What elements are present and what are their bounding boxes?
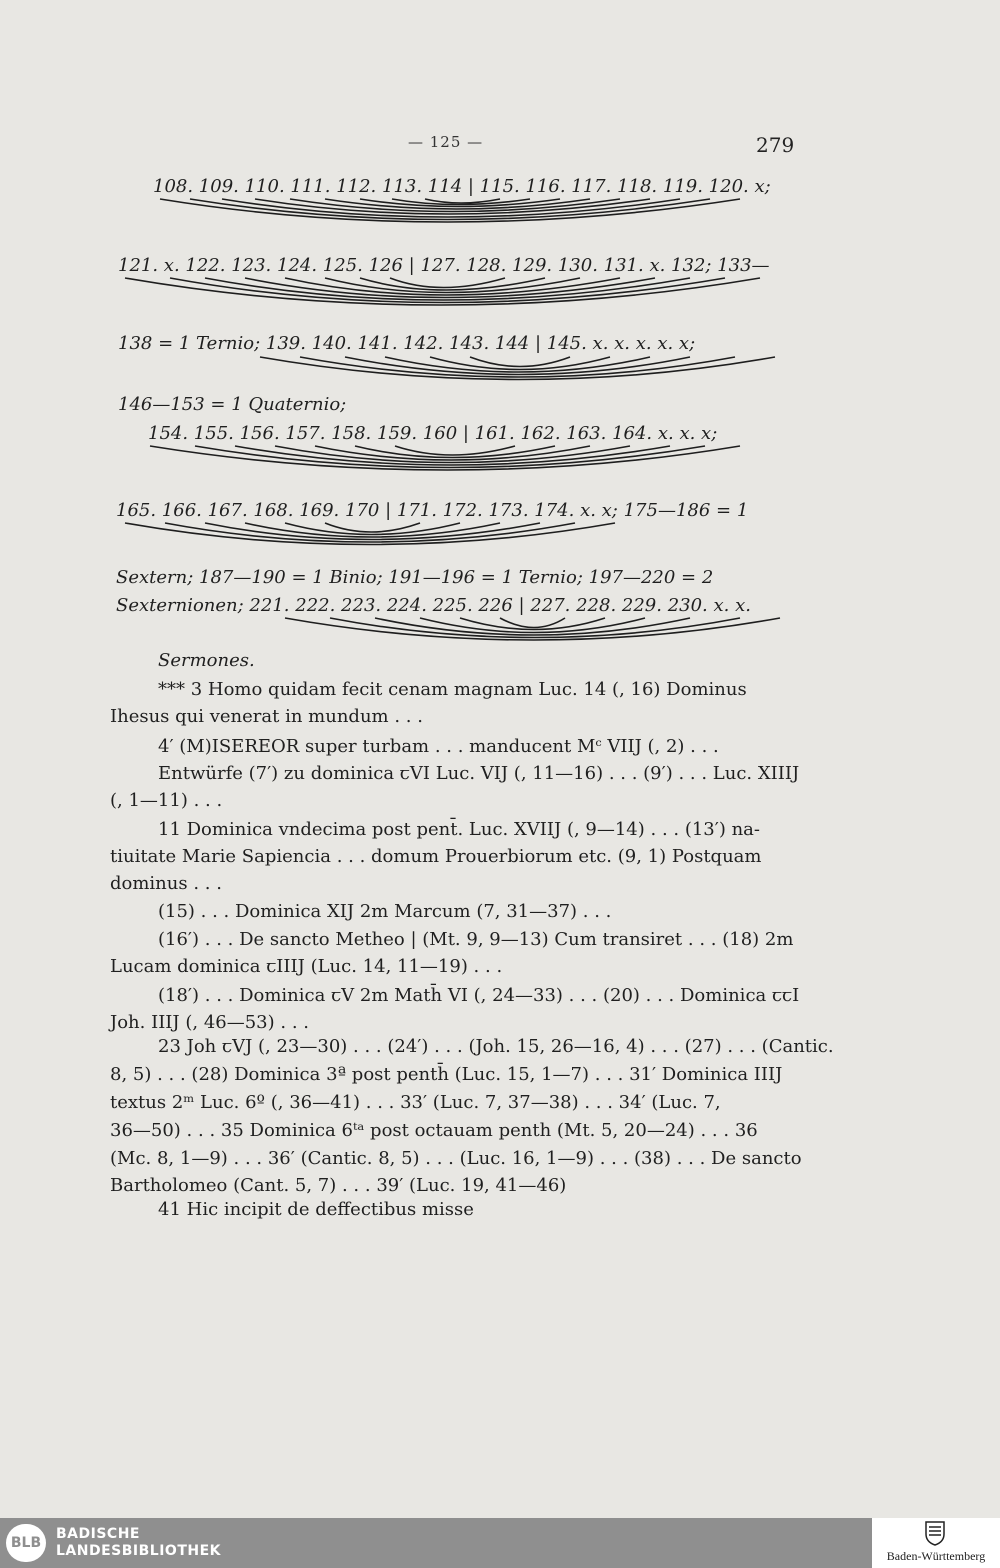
blb-logo-icon[interactable]: BLB: [6, 1524, 46, 1562]
text-line-29: 41 Hic incipit de deffectibus misse: [158, 1199, 474, 1220]
text-line-8: Sexternionen; 221. 222. 223. 224. 225. 226 | 227. 228. 229. 230. x. x.: [116, 595, 751, 616]
text-line-18: (15) . . . Dominica XIJ 2m Marcum (7, 31—37) . . .: [158, 901, 612, 922]
text-line-28: Bartholomeo (Cant. 5, 7) . . . 39′ (Luc. 19, 41—46): [110, 1175, 567, 1196]
text-line-19: (16′) . . . De sancto Metheo | (Mt. 9, 9—13) Cum transiret . . . (18) 2m: [158, 929, 794, 950]
state-crest-icon: [924, 1520, 946, 1546]
text-line-4: 146—153 = 1 Quaternio;: [118, 394, 347, 415]
text-line-21: (18′) . . . Dominica ꞇV 2m Math̄ VI (, 24—33) . . . (20) . . . Dominica ꞇꞇI: [158, 985, 800, 1006]
text-line-10: *** 3 Homo quidam fecit cenam magnam Luc. 14 (, 16) Dominus: [158, 679, 747, 700]
library-name-line2: LANDESBIBLIOTHEK: [56, 1543, 222, 1559]
library-name-line1: BADISCHE: [56, 1526, 140, 1542]
text-line-11: Ihesus qui venerat in mundum . . .: [110, 706, 423, 727]
text-line-1: 108. 109. 110. 111. 112. 113. 114 | 115. 116. 117. 118. 119. 120. x;: [153, 176, 771, 197]
state-name: Baden-Württemberg: [886, 1549, 986, 1563]
library-name[interactable]: [56, 1526, 221, 1560]
text-line-15: 11 Dominica vndecima post pent̄. Luc. XVIIJ (, 9—14) . . . (13′) na-: [158, 819, 760, 840]
section-heading: Sermones.: [158, 650, 255, 671]
page-number-center: — 125 —: [408, 133, 484, 151]
text-line-24: 8, 5) . . . (28) Dominica 3ª post penth̄ (Luc. 15, 1—7) . . . 31′ Dominica IIIJ: [110, 1064, 783, 1085]
text-line-12: 4′ (M)ISEREOR super turbam . . . manducent Mᶜ VIIJ (, 2) . . .: [158, 736, 719, 757]
text-line-22: Joh. IIIJ (, 46—53) . . .: [110, 1012, 309, 1033]
text-line-13: Entwürfe (7′) zu dominica ꞇVI Luc. VIJ (, 11—16) . . . (9′) . . . Luc. XIIIJ: [158, 763, 800, 784]
text-line-16: tiuitate Marie Sapiencia . . . domum Prouerbiorum etc. (9, 1) Postquam: [110, 846, 762, 867]
text-line-25: textus 2ᵐ Luc. 6º (, 36—41) . . . 33′ (Luc. 7, 37—38) . . . 34′ (Luc. 7,: [110, 1092, 721, 1113]
text-line-26: 36—50) . . . 35 Dominica 6ᵗᵃ post octauam penth (Mt. 5, 20—24) . . . 36: [110, 1120, 758, 1141]
text-line-6: 165. 166. 167. 168. 169. 170 | 171. 172. 173. 174. x. x; 175—186 = 1: [116, 500, 749, 521]
state-logo[interactable]: [872, 1518, 1000, 1568]
text-line-3: 138 = 1 Ternio; 139. 140. 141. 142. 143. 144 | 145. x. x. x. x. x;: [118, 333, 696, 354]
footer-bar: [0, 1518, 1000, 1568]
page-number-right: 279: [756, 133, 795, 157]
text-line-2: 121. x. 122. 123. 124. 125. 126 | 127. 128. 129. 130. 131. x. 132; 133—: [118, 255, 770, 276]
text-line-23: 23 Joh ꞇVJ (, 23—30) . . . (24′) . . . (Joh. 15, 26—16, 4) . . . (27) . . . (Cantic.: [158, 1036, 834, 1057]
text-line-20: Lucam dominica ꞇIIIJ (Luc. 14, 11—19) . . .: [110, 956, 503, 977]
text-line-17: dominus . . .: [110, 873, 222, 894]
text-line-5: 154. 155. 156. 157. 158. 159. 160 | 161. 162. 163. 164. x. x. x;: [148, 423, 718, 444]
text-line-7: Sextern; 187—190 = 1 Binio; 191—196 = 1 Ternio; 197—220 = 2: [116, 567, 714, 588]
text-line-27: (Mc. 8, 1—9) . . . 36′ (Cantic. 8, 5) . . . (Luc. 16, 1—9) . . . (38) . . . De sancto: [110, 1148, 802, 1169]
text-line-14: (, 1—11) . . .: [110, 790, 223, 811]
